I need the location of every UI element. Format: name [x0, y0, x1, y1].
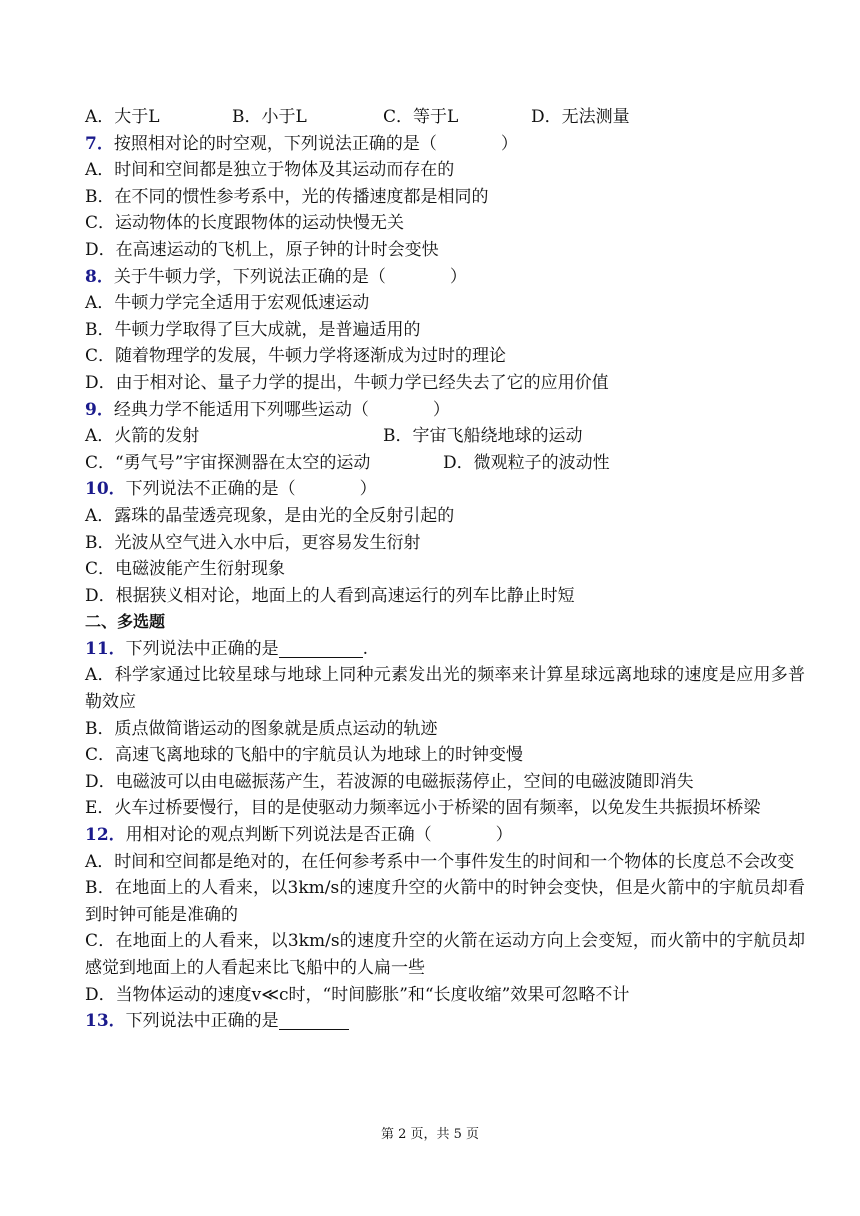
q9-number: 9: [85, 399, 97, 420]
q7-option-d: D．在高速运动的飞机上，原子钟的计时会变快: [85, 239, 439, 260]
q6-options: [85, 104, 805, 131]
question-content: [85, 104, 805, 1035]
q12-text: 用相对论的观点判断下列说法是否正确（: [125, 825, 432, 846]
q10-option-a: A．露珠的晶莹透亮现象，是由光的全反射引起的: [85, 505, 455, 526]
q11-option-c: C．高速飞离地球的飞船中的宇航员认为地球上的时钟变慢: [85, 745, 524, 766]
q6-option-c: C．等于L: [383, 107, 459, 127]
q6-option-a: A．大于L: [85, 107, 160, 127]
q11-option-d: D．电磁波可以由电磁振荡产生，若波源的电磁振荡停止，空间的电磁波随即消失: [85, 771, 694, 792]
q10-option-c: C．电磁波能产生衍射现象: [85, 559, 286, 580]
q12-number: 12: [85, 825, 109, 846]
q10-option-d: D．根据狭义相对论，地面上的人看到高速运行的列车比静止时短: [85, 585, 575, 606]
q9-option-d: D．微观粒子的波动性: [443, 452, 610, 473]
q7-option-c: C．运动物体的长度跟物体的运动快慢无关: [85, 213, 405, 234]
answer-blank: [279, 1011, 349, 1030]
q13-stem: 13．下列说法中正确的是: [85, 1008, 805, 1035]
q11-option-a: A．科学家通过比较星球与地球上同种元素发出光的频率来计算星球远离地球的速度是应用多普勒效应: [85, 665, 805, 713]
q8-option-a: A．牛顿力学完全适用于宏观低速运动: [85, 293, 370, 314]
q7-stem: 7．按照相对论的时空观，下列说法正确的是（ ）: [85, 133, 518, 154]
q7-number: 7: [85, 133, 97, 154]
q7-option-b: B．在不同的惯性参考系中，光的传播速度都是相同的: [85, 186, 489, 207]
q9-stem: 9．经典力学不能适用下列哪些运动（ ）: [85, 399, 450, 420]
q9-options-ab: [85, 423, 805, 450]
q10-stem: 10．下列说法不正确的是（ ）: [85, 479, 377, 500]
q11-option-b: B．质点做简谐运动的图象就是质点运动的轨迹: [85, 718, 438, 739]
q13-number: 13: [85, 1011, 109, 1032]
q11-option-e: E．火车过桥要慢行，目的是使驱动力频率远小于桥梁的固有频率，以免发生共振损坏桥梁: [85, 798, 761, 819]
q11-stem: 11．下列说法中正确的是 .: [85, 638, 369, 659]
answer-blank: [279, 639, 363, 658]
q8-stem: 8．关于牛顿力学，下列说法正确的是（ ）: [85, 266, 467, 287]
q9-option-c: C．“勇气号”宇宙探测器在太空的运动: [85, 452, 371, 473]
q12-option-b: B．在地面上的人看来，以3km/s的速度升空的火箭中的时钟会变快，但是火箭中的宇航员却看到时钟可能是准确的: [85, 878, 805, 925]
q9-options-cd: [85, 450, 805, 477]
q12-option-a: A．时间和空间都是绝对的，在任何参考系中一个事件发生的时间和一个物体的长度总不会改变: [85, 851, 795, 872]
q9-option-b: B．宇宙飞船绕地球的运动: [383, 426, 583, 447]
q10-number: 10: [85, 479, 109, 500]
q9-text: 经典力学不能适用下列哪些运动（: [113, 399, 369, 420]
q9-option-a: A．火箭的发射: [85, 426, 200, 447]
q8-option-d: D．由于相对论、量子力学的提出，牛顿力学已经失去了它的应用价值: [85, 372, 609, 393]
q12-option-d: D．当物体运动的速度v≪c时，“时间膨胀”和“长度收缩”效果可忽略不计: [85, 984, 630, 1005]
q10-text: 下列说法不正确的是（: [125, 479, 296, 500]
q11-number: 11: [85, 638, 109, 659]
q13-text: 下列说法中正确的是: [125, 1011, 279, 1032]
q8-text: 关于牛顿力学，下列说法正确的是（: [113, 266, 386, 287]
q12-option-c: C．在地面上的人看来，以3km/s的速度升空的火箭在运动方向上会变短，而火箭中的宇航员却感觉到地面上的人看起来比飞船中的人扁一些: [85, 931, 805, 978]
q8-option-c: C．随着物理学的发展，牛顿力学将逐渐成为过时的理论: [85, 346, 507, 367]
q7-text: 按照相对论的时空观，下列说法正确的是（: [113, 133, 437, 154]
q6-option-b: B．小于L: [232, 107, 307, 127]
q7-option-a: A．时间和空间都是独立于物体及其运动而存在的: [85, 160, 455, 181]
q12-stem: 12．用相对论的观点判断下列说法是否正确（ ）: [85, 825, 513, 846]
q10-option-b: B．光波从空气进入水中后，更容易发生衍射: [85, 532, 421, 553]
q11-text: 下列说法中正确的是: [125, 638, 279, 659]
q8-option-b: B．牛顿力学取得了巨大成就，是普遍适用的: [85, 319, 421, 340]
section-heading-multiple-choice: 二、多选题: [85, 612, 166, 632]
page-footer: 第 2 页，共 5 页: [380, 1127, 480, 1142]
q6-option-d: D．无法测量: [531, 107, 630, 127]
q8-number: 8: [85, 266, 97, 287]
